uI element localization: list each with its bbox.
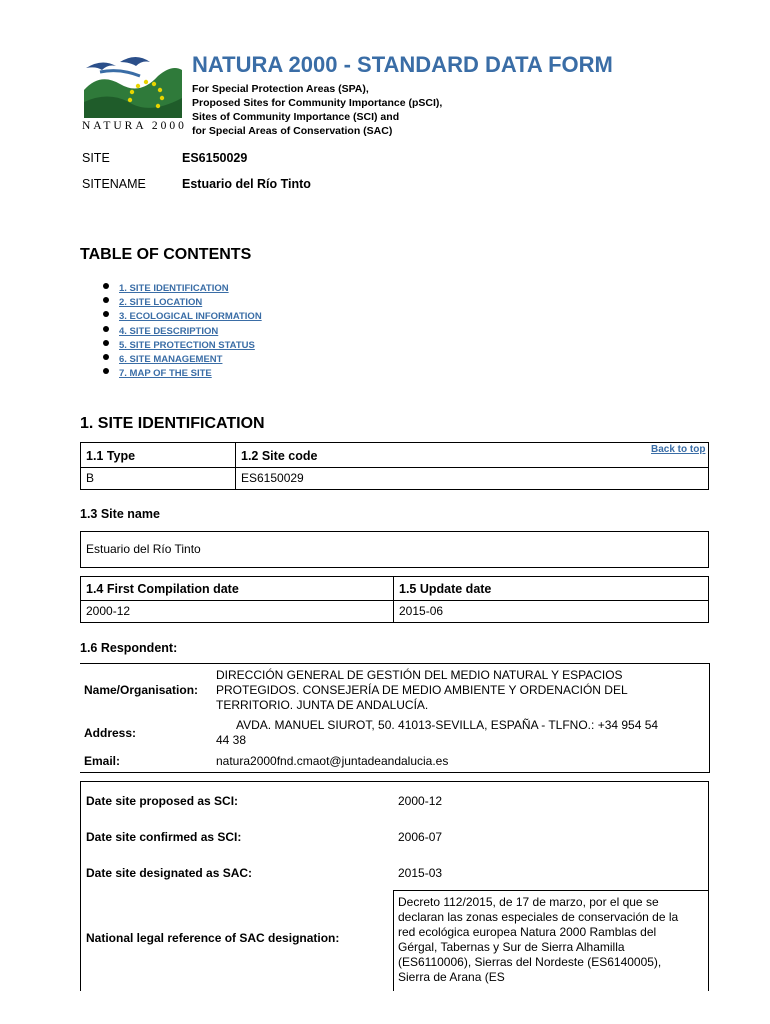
section-title-site-identification: 1. SITE IDENTIFICATION	[80, 415, 265, 432]
sitename-value: Estuario del Río Tinto	[182, 177, 311, 191]
legal-line: declaran las zonas especiales de conservación de la	[398, 910, 679, 924]
bullet-icon	[103, 368, 109, 374]
toc-list	[100, 280, 262, 379]
toc-link-map-of-the-site[interactable]: 7. MAP OF THE SITE	[119, 368, 212, 380]
address-label: Address:	[84, 726, 137, 740]
name-organisation-label: Name/Organisation:	[84, 683, 199, 697]
org-line: PROTEGIDOS. CONSEJERÍA DE MEDIO AMBIENTE Y ORDENACIÓN DEL	[216, 683, 628, 697]
type-value: B	[86, 471, 95, 485]
name-organisation-value	[216, 668, 628, 713]
type-code-table	[80, 442, 709, 490]
bullet-icon	[103, 297, 109, 303]
site-name-value: Estuario del Río Tinto	[86, 542, 201, 556]
bullet-icon	[103, 340, 109, 346]
logo-text: NATURA 2000	[82, 120, 187, 132]
address-value	[216, 718, 658, 748]
respondent-bottom-border	[80, 772, 709, 773]
site-code-value: ES6150029	[182, 151, 248, 165]
legal-line: red ecológica europea Natura 2000 Ramblas del	[398, 925, 657, 939]
email-value: natura2000fnd.cmaot@juntadeandalucia.es	[216, 754, 449, 768]
table-divider	[235, 442, 236, 490]
legal-line: Gérgal, Tabernas y Sur de Sierra Alhamilla	[398, 940, 625, 954]
toc-item	[100, 365, 262, 379]
date-confirmed-sci-label: Date site confirmed as SCI:	[86, 830, 242, 844]
legal-reference-label: National legal reference of SAC designation:	[86, 931, 340, 945]
toc-item	[100, 308, 262, 322]
legal-reference-value	[398, 895, 708, 985]
site-label: SITE	[82, 151, 110, 165]
address-line: 44 38	[216, 733, 247, 747]
bullet-icon	[103, 311, 109, 317]
site-code-cell: ES6150029	[241, 471, 304, 485]
site-name-label: 1.3 Site name	[80, 507, 160, 521]
table-divider	[393, 890, 394, 991]
form-title: NATURA 2000 - STANDARD DATA FORM	[192, 52, 613, 77]
toc-item	[100, 280, 262, 294]
email-label: Email:	[84, 754, 121, 768]
legal-line: (ES6110006), Sierras del Nordeste (ES6140005),	[398, 955, 662, 969]
respondent-top-border	[80, 663, 709, 664]
table-divider	[80, 600, 709, 601]
toc-link-ecological-information[interactable]: 3. ECOLOGICAL INFORMATION	[119, 311, 262, 323]
legal-line: Sierra de Arana (ES	[398, 970, 505, 984]
first-compilation-value: 2000-12	[86, 604, 131, 618]
address-line: AVDA. MANUEL SIUROT, 50. 41013-SEVILLA, ESPAÑA - TLFNO.: +34 954 54	[236, 718, 659, 732]
toc-link-site-protection-status[interactable]: 5. SITE PROTECTION STATUS	[119, 339, 255, 351]
subtitle-line: Sites of Community Importance (SCI) and	[192, 111, 400, 123]
bullet-icon	[103, 283, 109, 289]
toc-item	[100, 337, 262, 351]
back-to-top-link[interactable]: Back to top	[651, 444, 706, 455]
org-line: TERRITORIO. JUNTA DE ANDALUCÍA.	[216, 698, 429, 712]
respondent-right-border	[709, 663, 710, 773]
table-divider	[80, 467, 709, 468]
date-designated-sac-value: 2015-03	[398, 866, 443, 880]
toc-link-site-identification[interactable]: 1. SITE IDENTIFICATION	[119, 283, 229, 294]
org-line: DIRECCIÓN GENERAL DE GESTIÓN DEL MEDIO NATURAL Y ESPACIOS	[216, 668, 623, 682]
site-code-label: 1.2 Site code	[241, 449, 318, 463]
toc-item	[100, 351, 262, 365]
legal-line: Decreto 112/2015, de 17 de marzo, por el que se	[398, 895, 659, 909]
subtitle-line: for Special Areas of Conservation (SAC)	[192, 125, 393, 137]
date-proposed-sci-label: Date site proposed as SCI:	[86, 794, 239, 808]
toc-link-site-management[interactable]: 6. SITE MANAGEMENT	[119, 353, 223, 365]
form-subtitle	[192, 82, 442, 138]
toc-item	[100, 294, 262, 308]
date-confirmed-sci-value: 2006-07	[398, 830, 443, 844]
toc-link-site-description[interactable]: 4. SITE DESCRIPTION	[119, 325, 219, 337]
first-compilation-label: 1.4 First Compilation date	[86, 582, 239, 596]
toc-item	[100, 323, 262, 337]
table-divider	[393, 890, 709, 891]
bullet-icon	[103, 354, 109, 360]
toc-link-site-location[interactable]: 2. SITE LOCATION	[119, 297, 203, 309]
subtitle-line: For Special Protection Areas (SPA),	[192, 83, 369, 95]
respondent-label: 1.6 Respondent:	[80, 641, 178, 655]
type-label: 1.1 Type	[86, 449, 136, 463]
subtitle-line: Proposed Sites for Community Importance (pSCI),	[192, 97, 443, 109]
update-date-label: 1.5 Update date	[399, 582, 492, 596]
date-proposed-sci-value: 2000-12	[398, 794, 443, 808]
date-designated-sac-label: Date site designated as SAC:	[86, 866, 253, 880]
sitename-label: SITENAME	[82, 177, 146, 191]
toc-title: TABLE OF CONTENTS	[80, 246, 252, 263]
natura-2000-logo	[80, 50, 186, 138]
bullet-icon	[103, 326, 109, 332]
update-date-value: 2015-06	[399, 604, 444, 618]
